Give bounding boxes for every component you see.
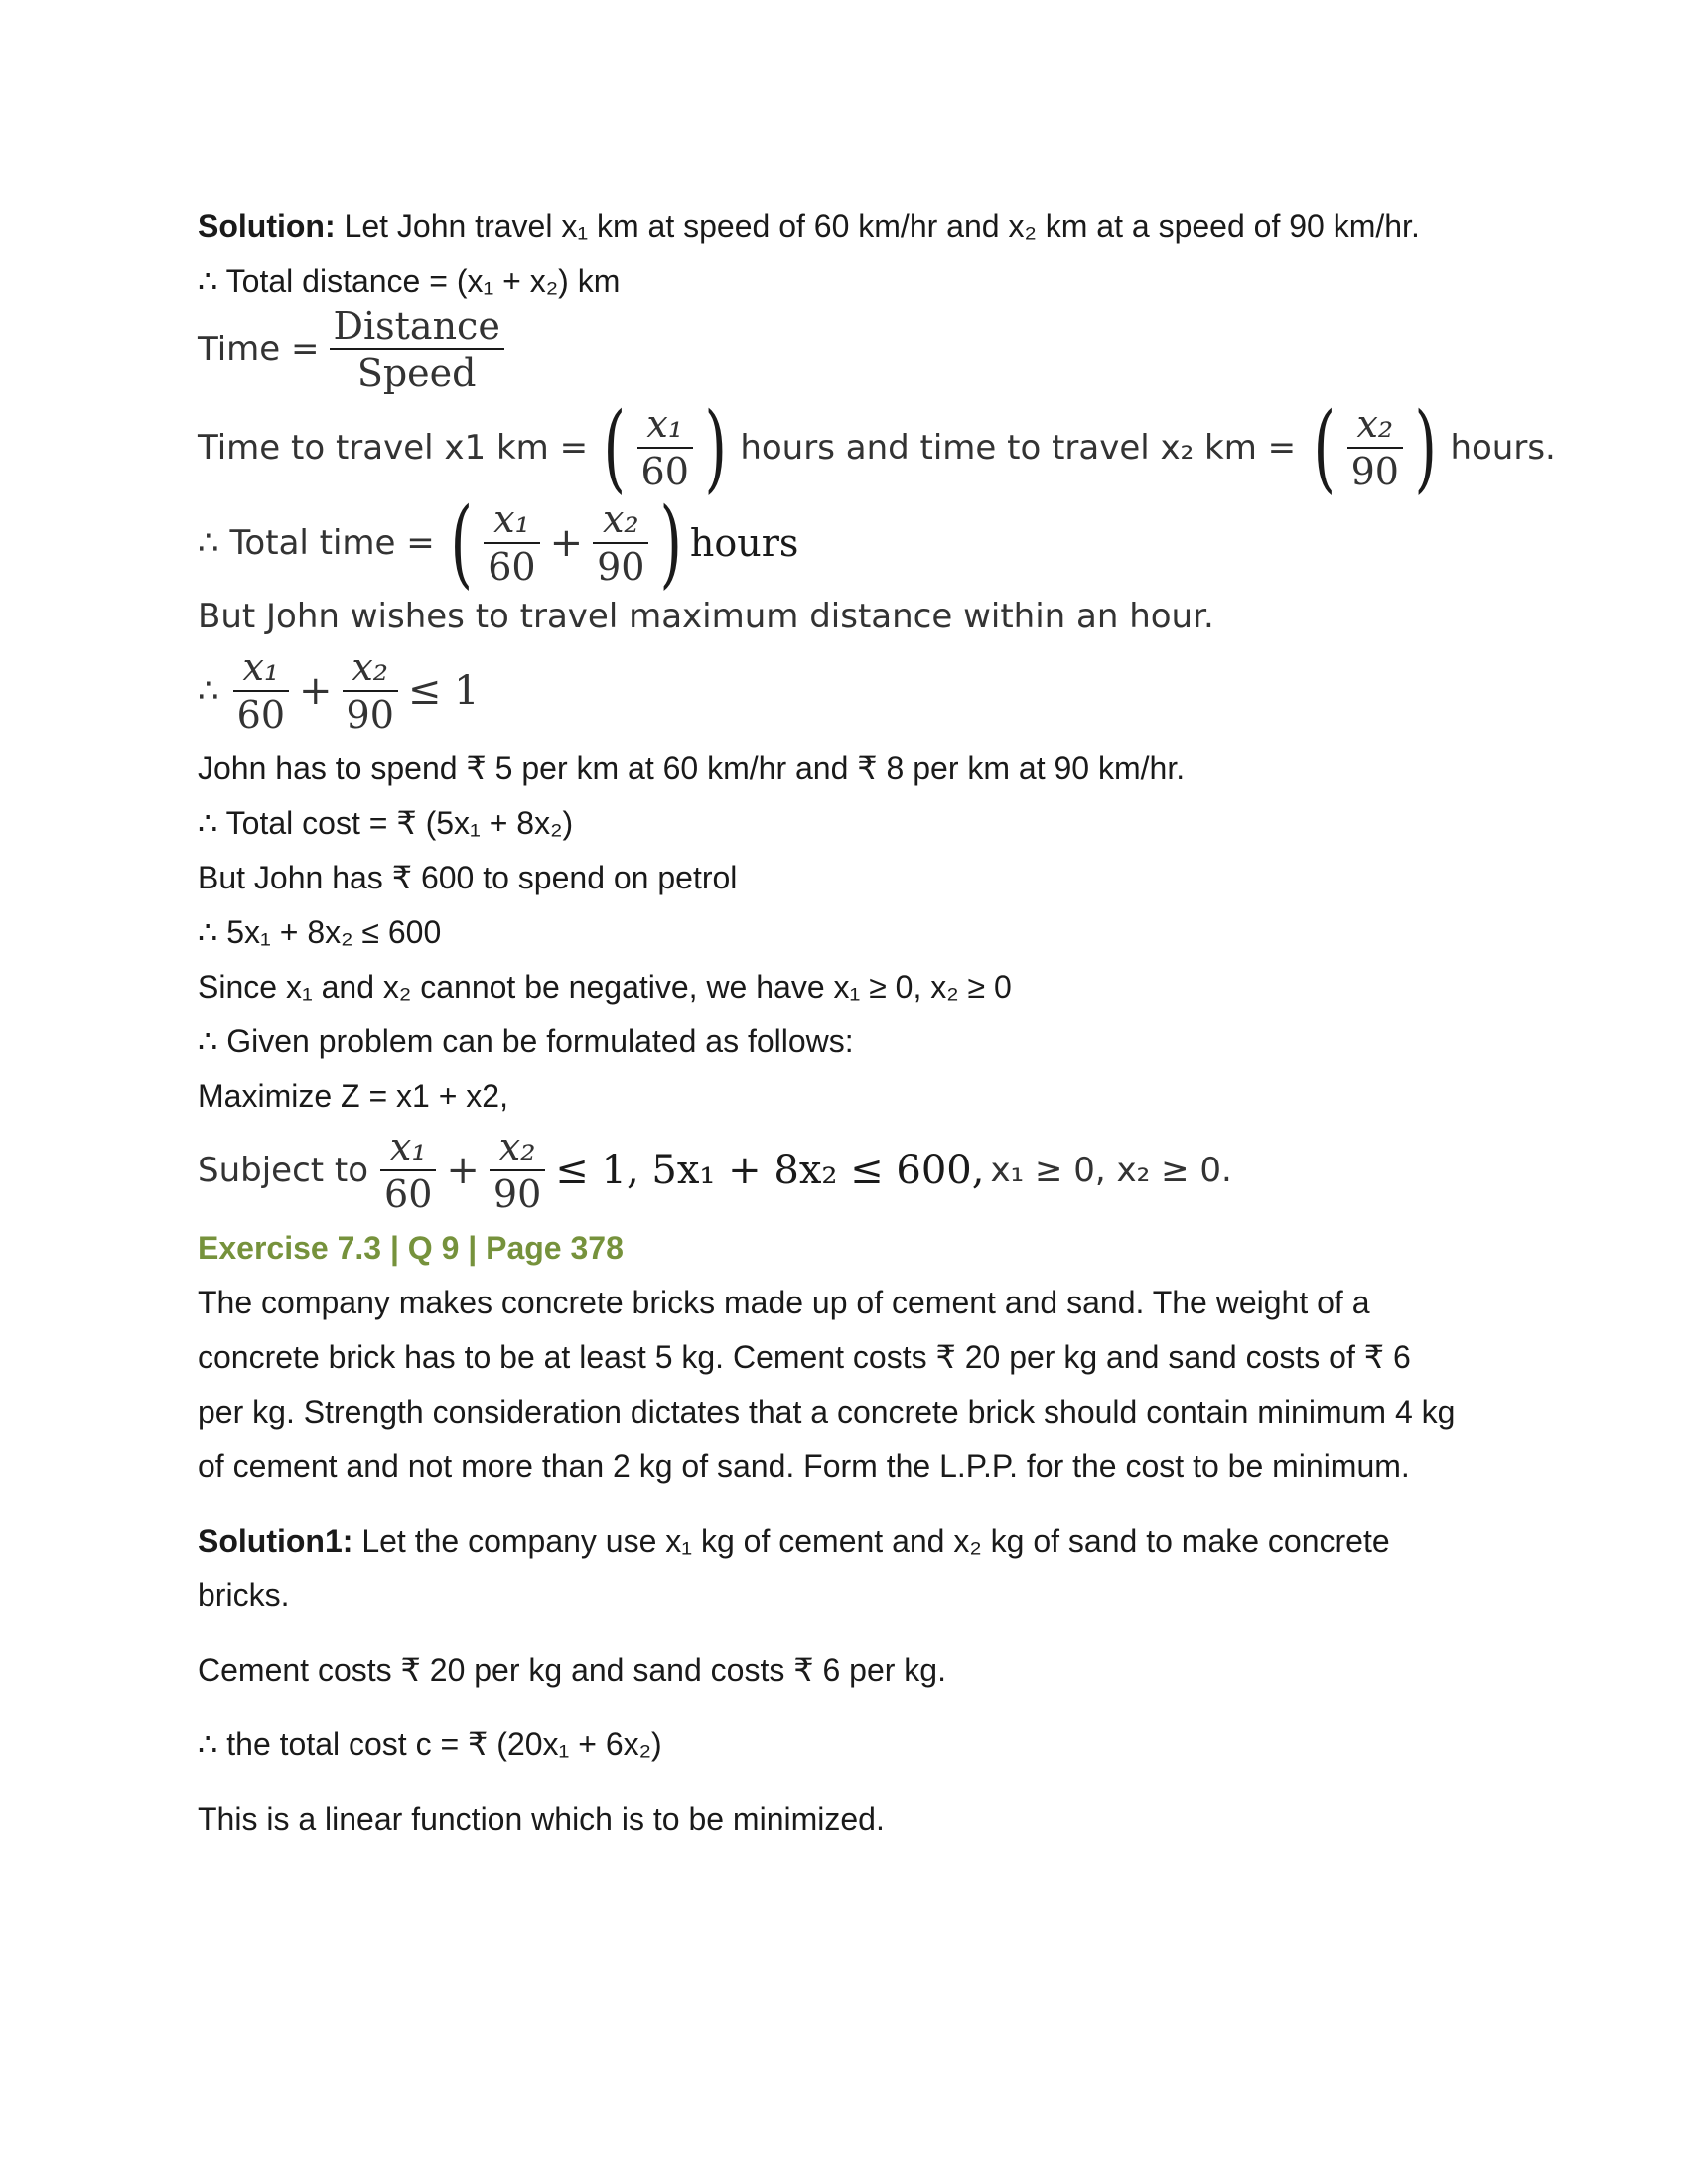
total-cost-line: ∴ Total cost = ₹ (5x₁ + 8x₂) [198, 805, 574, 841]
time-fraction [330, 303, 504, 396]
time-label: Time = [198, 330, 320, 369]
solution-intro-line [198, 206, 1508, 246]
x1-over-60-fraction [380, 1124, 436, 1217]
solution1-heading: Solution1: [198, 1523, 353, 1559]
denominator-60: 60 [384, 1172, 433, 1216]
solution-intro-text: Let John travel x₁ km at speed of 60 km/hr and x₂ km at a speed of 90 km/hr. [344, 208, 1420, 244]
problem-statement: The company makes concrete bricks made up of cement and sand. The weight of a concrete brick has to be at least 5 kg. Cement costs ₹ 20 per kg and sand costs of ₹ 6 per kg. Strength consideration dictates that a concrete brick should contain minimum 4 kg of cement and not more than 2 kg of sand. Form the L.P.P. for the cost to be minimum. [198, 1285, 1456, 1484]
x2-numerator: x₂ [1356, 402, 1394, 446]
cement-costs-line: Cement costs ₹ 20 per kg and sand costs ₹ 6 per kg. [198, 1652, 946, 1688]
time-numerator: Distance [333, 304, 500, 347]
x1-numerator: x₁ [242, 645, 280, 689]
petrol-inequality-line: ∴ 5x₁ + 8x₂ ≤ 600 [198, 914, 442, 950]
x2-over-90-fraction [1347, 401, 1403, 494]
solution-heading: Solution: [198, 208, 336, 244]
right-paren: ) [704, 392, 727, 503]
total-time-label: ∴ Total time = [198, 523, 435, 563]
time-travel-label: Time to travel x1 km = [198, 428, 589, 468]
x2-over-90-fraction [490, 1124, 545, 1217]
hours-and-text: hours and time to travel x₂ km = [740, 428, 1297, 468]
x1-numerator: x₁ [389, 1125, 427, 1168]
x2-over-90-fraction [593, 496, 648, 590]
x1-over-60-fraction [233, 644, 289, 738]
time-travel-formula [198, 392, 1556, 503]
constraints-tail: ≤ 1, 5x₁ + 8x₂ ≤ 600, [555, 1148, 985, 1193]
right-paren: ) [659, 487, 683, 599]
solution1-text: Let the company use x₁ kg of cement and x₂ kg of sand to make concrete bricks. [198, 1523, 1390, 1613]
total-cost-c-line: ∴ the total cost c = ₹ (20x₁ + 6x₂) [198, 1726, 662, 1762]
x2-numerator: x₂ [498, 1125, 536, 1168]
time-formula [198, 303, 1508, 396]
plus-sign: + [446, 1148, 480, 1193]
exercise-reference: Exercise 7.3 | Q 9 | Page 378 [198, 1230, 624, 1266]
hours-period-text: hours. [1450, 428, 1556, 468]
denominator-60: 60 [236, 693, 285, 737]
time-denominator: Speed [356, 351, 477, 395]
total-time-formula [198, 487, 1508, 599]
subject-to-constraints [198, 1124, 1508, 1217]
formulated-line: ∴ Given problem can be formulated as follows: [198, 1024, 854, 1059]
solution1-paragraph [198, 1514, 1459, 1623]
maximize-line: Maximize Z = x1 + x2, [198, 1078, 508, 1114]
x1-over-60-fraction [637, 401, 693, 494]
plus-sign: + [549, 520, 584, 566]
left-paren: ( [603, 392, 627, 503]
document-content [198, 206, 1556, 1846]
x2-numerator: x₂ [602, 497, 639, 541]
total-distance-line: ∴ Total distance = (x₁ + x₂) km [198, 263, 621, 299]
denominator-90: 90 [346, 693, 394, 737]
x2-over-90-fraction [343, 644, 398, 738]
petrol-line: But John has ₹ 600 to spend on petrol [198, 860, 738, 895]
plus-sign: + [299, 668, 333, 714]
linear-function-line: This is a linear function which is to be minimized. [198, 1801, 885, 1837]
cost-spend-line: John has to spend ₹ 5 per km at 60 km/hr and ₹ 8 per km at 90 km/hr. [198, 751, 1186, 786]
leq-one: ≤ 1 [407, 668, 480, 714]
denominator-90: 90 [597, 545, 645, 589]
denominator-60: 60 [640, 450, 689, 493]
subject-to-label: Subject to [198, 1151, 369, 1190]
x1-numerator: x₁ [493, 497, 530, 541]
hours-text: hours [689, 521, 799, 565]
x1-numerator: x₁ [646, 402, 684, 446]
nonnegativity-line: Since x₁ and x₂ cannot be negative, we have x₁ ≥ 0, x₂ ≥ 0 [198, 969, 1012, 1005]
denominator-90: 90 [1350, 450, 1399, 493]
denominator-60: 60 [488, 545, 536, 589]
x2-numerator: x₂ [352, 645, 389, 689]
denominator-90: 90 [492, 1172, 542, 1216]
x1-over-60-fraction [484, 496, 539, 590]
wish-line: But John wishes to travel maximum distance within an hour. [198, 597, 1214, 636]
left-paren: ( [1313, 392, 1336, 503]
constraints-nonneg: x₁ ≥ 0, x₂ ≥ 0. [990, 1151, 1232, 1190]
therefore-symbol: ∴ [198, 671, 219, 711]
time-constraint [198, 644, 1508, 738]
right-paren: ) [1414, 392, 1437, 503]
left-paren: ( [450, 487, 473, 599]
